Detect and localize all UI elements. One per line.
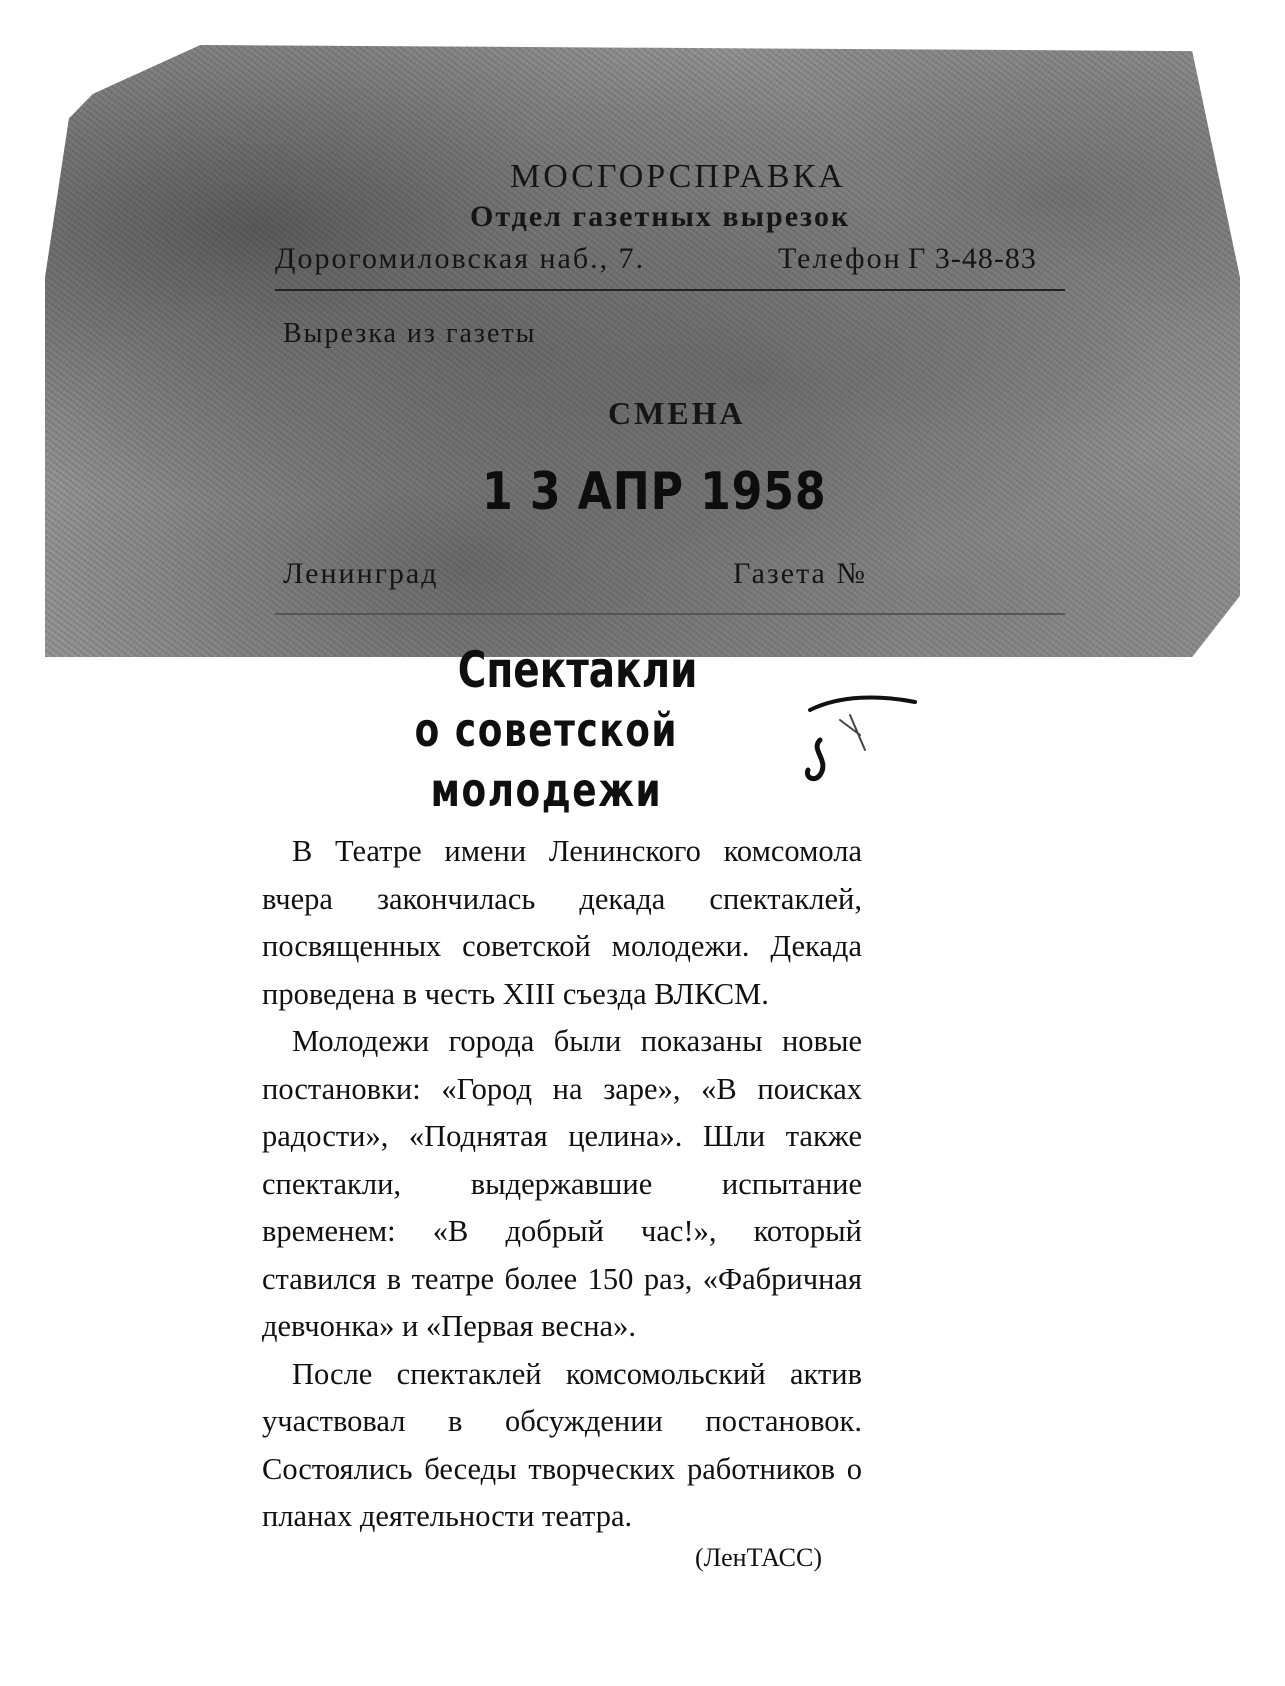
department-name: Отдел газетных вырезок <box>470 200 851 233</box>
article-paragraph: После спектаклей комсомольский актив участвовал в обсуждении постановок. Состоялись беседы творческих работников о планах деятельности театра. <box>262 1356 862 1533</box>
agency-address: Дорогомиловская наб., 7. <box>275 242 646 275</box>
phone-label: Телефон <box>778 242 902 275</box>
agency-name: МОСГОРСПРАВКА <box>510 158 846 195</box>
date-stamp: 1 3 АПР 1958 <box>482 462 827 522</box>
article-paragraph: В Театре имени Ленинского комсомола вчера закончилась декада спектаклей, посвященных советской молодежи. Декада проведена в честь XIII съезда ВЛКСМ. <box>262 834 862 1011</box>
newspaper-name: СМЕНА <box>608 395 746 431</box>
article-paragraph: Молодежи города были показаны новые постановки: «Город на заре», «В поисках радости», «Поднятая целина». Шли также спектакли, выдержавшие испытание временем: «В добрый час!», который ставился в театре более 150 раз, «Фабричная девчонка» и «Первая весна». <box>262 1024 862 1343</box>
article-body <box>262 828 862 1541</box>
article-headline <box>328 640 796 820</box>
clipping-stamp-background <box>45 45 1240 657</box>
clip-source-label: Вырезка из газеты <box>283 318 537 349</box>
headline-line-2: о советской молодежи <box>414 703 679 817</box>
phone-number: Г 3-48-83 <box>908 242 1037 275</box>
article-byline: (ЛенТАСС) <box>695 1542 822 1572</box>
newspaper-number-label: Газета № <box>733 557 867 590</box>
news-article <box>262 640 862 1573</box>
city-name: Ленинград <box>283 557 439 590</box>
headline-line-1: Спектакли <box>457 641 698 699</box>
